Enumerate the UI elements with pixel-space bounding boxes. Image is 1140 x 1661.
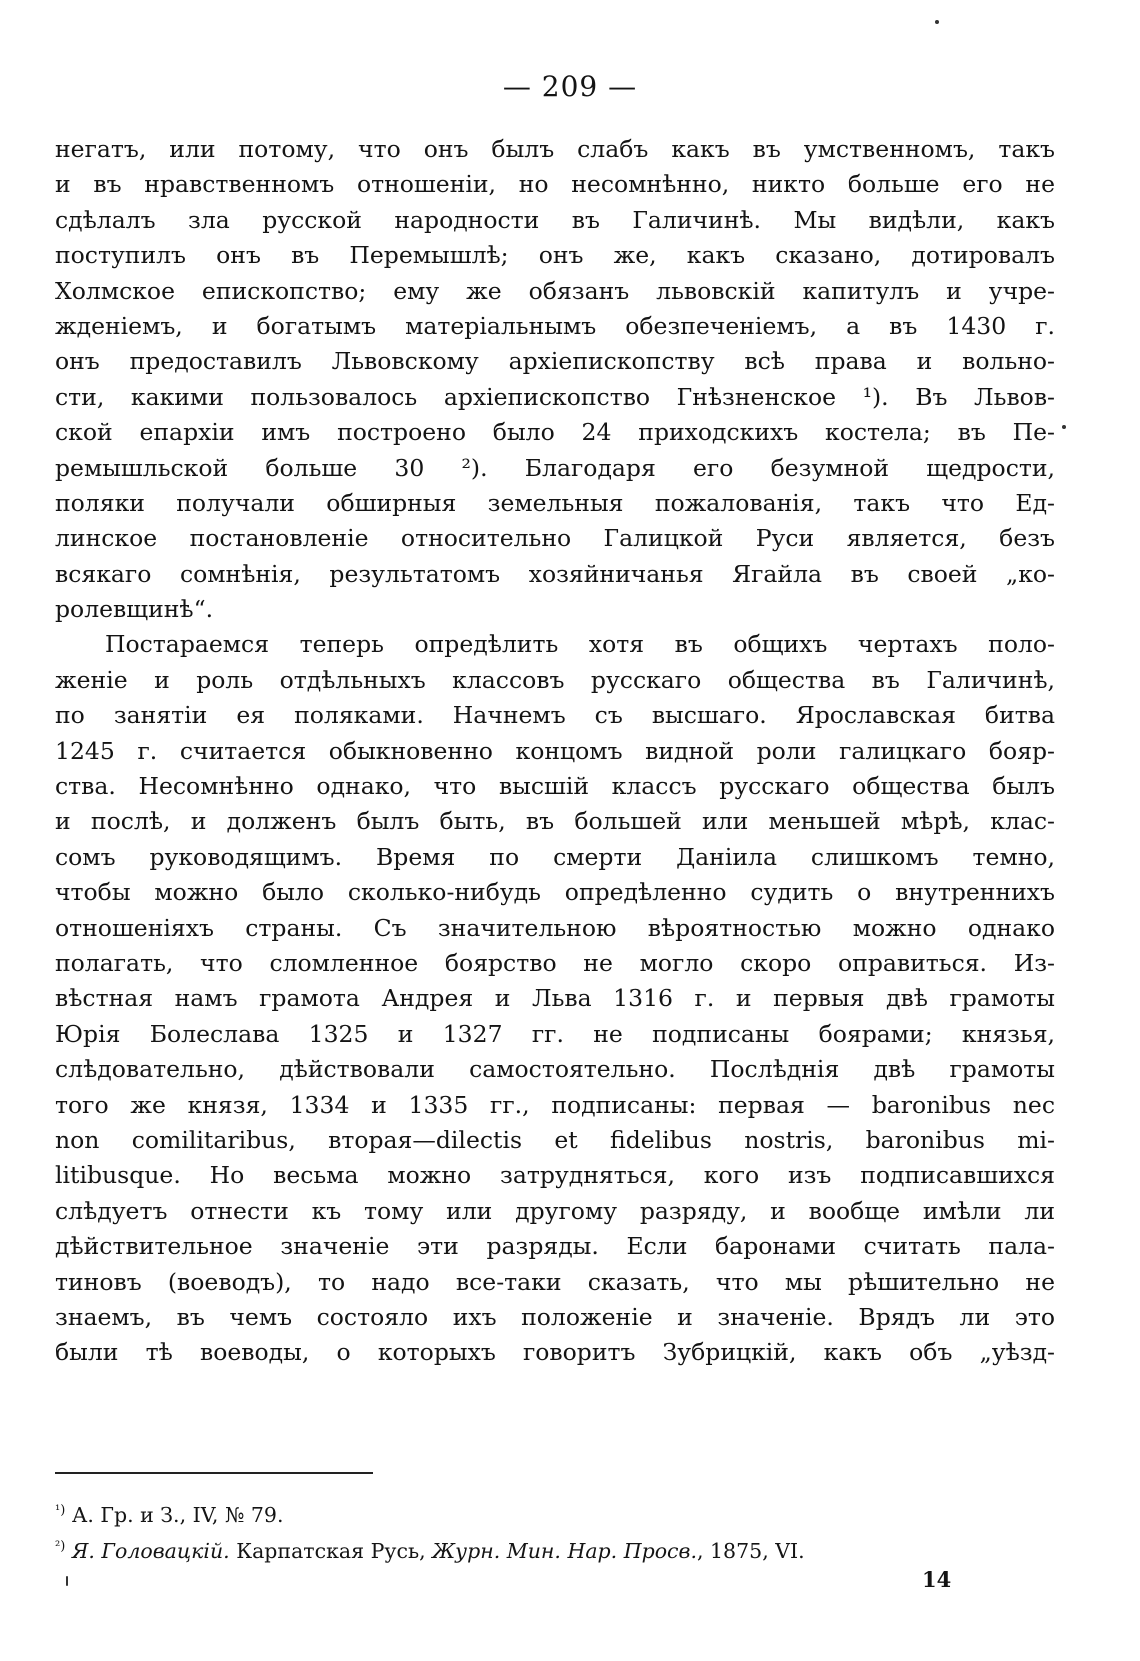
- body-text: [55, 132, 1055, 1371]
- footnote-author: Я. Головацкій.: [65, 1539, 230, 1563]
- ink-speck: [66, 1576, 68, 1586]
- footnote-2: [55, 1533, 1055, 1569]
- text-line: сомъ руководящимъ. Время по смерти Даніила слишкомъ темно,: [55, 842, 1055, 871]
- text-line: слѣдуетъ отнести къ тому или другому разряду, и вообще имѣли ли: [55, 1196, 1055, 1225]
- text-line: non comilitaribus, вторая—dilectis et fidelibus nostris, baronibus mi-: [55, 1125, 1055, 1154]
- text-line: ства. Несомнѣнно однако, что высшій классъ русскаго общества былъ: [55, 772, 1055, 801]
- footnote-rest: , 1875, VI.: [696, 1539, 805, 1563]
- footnote-journal: Журн. Мин. Нар. Просв.: [432, 1539, 697, 1563]
- text-line: тиновъ (воеводъ), то надо все-таки сказать, что мы рѣшительно не: [55, 1267, 1055, 1296]
- text-line: и въ нравственномъ отношеніи, но несомнѣнно, никто больше его не: [55, 170, 1055, 199]
- text-line: того же князя, 1334 и 1335 гг., подписаны: первая — baronibus nec: [55, 1090, 1055, 1119]
- text-line: жденіемъ, и богатымъ матеріальнымъ обезпеченіемъ, а въ 1430 г.: [55, 311, 1055, 340]
- text-line: ской епархіи имъ построено было 24 приходскихъ костела; въ Пе-: [55, 418, 1055, 447]
- text-line: ремышльской больше 30 ²). Благодаря его безумной щедрости,: [55, 453, 1055, 482]
- footnotes: [55, 1497, 1055, 1569]
- footnote-title: Карпатская Русь,: [229, 1539, 433, 1563]
- text-line: женіе и роль отдѣльныхъ классовъ русскаго общества въ Галичинѣ,: [55, 665, 1055, 694]
- text-line: чтобы можно было сколько-нибудь опредѣленно судить о внутреннихъ: [55, 878, 1055, 907]
- text-line: и послѣ, и долженъ былъ быть, въ большей или меньшей мѣрѣ, клас-: [55, 807, 1055, 836]
- footnote-1: [55, 1497, 1055, 1533]
- text-line: 1245 г. считается обыкновенно концомъ видной роли галицкаго бояр-: [55, 736, 1055, 765]
- text-line: сдѣлалъ зла русской народности въ Галичинѣ. Мы видѣли, какъ: [55, 205, 1055, 234]
- footnote-mark: ¹): [55, 1503, 66, 1519]
- footnote-text: А. Гр. и З., IV, № 79.: [65, 1503, 284, 1527]
- text-line: вѣстная намъ грамота Андрея и Льва 1316 г. и первыя двѣ грамоты: [55, 984, 1055, 1013]
- text-line: поступилъ онъ въ Перемышлѣ; онъ же, какъ сказано, дотировалъ: [55, 241, 1055, 270]
- text-line: линское постановленіе относительно Галицкой Руси является, безъ: [55, 524, 1055, 553]
- text-line: слѣдовательно, дѣйствовали самостоятельно. Послѣднія двѣ грамоты: [55, 1055, 1055, 1084]
- text-line: онъ предоставилъ Львовскому архіепископству всѣ права и вольно-: [55, 347, 1055, 376]
- page-number: — 209 —: [502, 70, 638, 103]
- text-line: Постараемся теперь опредѣлить хотя въ общихъ чертахъ поло-: [105, 630, 1055, 659]
- footnote-mark: ²): [55, 1539, 66, 1555]
- paragraph-2: [55, 627, 1055, 1370]
- text-line: Холмское епископство; ему же обязанъ львовскій капитулъ и учре-: [55, 276, 1055, 305]
- text-line: ролевщинѣ“.: [55, 595, 214, 624]
- paragraph-1: [55, 132, 1055, 627]
- text-line: знаемъ, въ чемъ состояло ихъ положеніе и значеніе. Врядъ ли это: [55, 1302, 1055, 1331]
- text-line: по занятіи ея поляками. Начнемъ съ высшаго. Ярославская битва: [55, 701, 1055, 730]
- ink-speck: [1062, 425, 1066, 429]
- footnote-divider: [55, 1472, 373, 1474]
- text-line: были тѣ воеводы, о которыхъ говоритъ Зубрицкій, какъ объ „уѣзд-: [55, 1338, 1055, 1367]
- text-line: всякаго сомнѣнія, результатомъ хозяйничанья Ягайла въ своей „ко-: [55, 559, 1055, 588]
- text-line: поляки получали обширныя земельныя пожалованія, такъ что Ед-: [55, 488, 1055, 517]
- text-line: Юрія Болеслава 1325 и 1327 гг. не подписаны боярами; князья,: [55, 1019, 1055, 1048]
- text-line: сти, какими пользовалось архіепископство Гнѣзненское ¹). Въ Львов-: [55, 382, 1055, 411]
- text-line: полагать, что сломленное боярство не могло скоро оправиться. Из-: [55, 948, 1055, 977]
- text-line: дѣйствительное значеніе эти разряды. Если баронами считать пала-: [55, 1232, 1055, 1261]
- ink-speck: [935, 20, 939, 24]
- text-line: отношеніяхъ страны. Съ значительною вѣроятностью можно однако: [55, 913, 1055, 942]
- signature-mark: 14: [922, 1567, 952, 1592]
- text-line: litibusque. Но весьма можно затрудняться, кого изъ подписавшихся: [55, 1161, 1055, 1190]
- text-line: негатъ, или потому, что онъ былъ слабъ какъ въ умственномъ, такъ: [55, 135, 1055, 163]
